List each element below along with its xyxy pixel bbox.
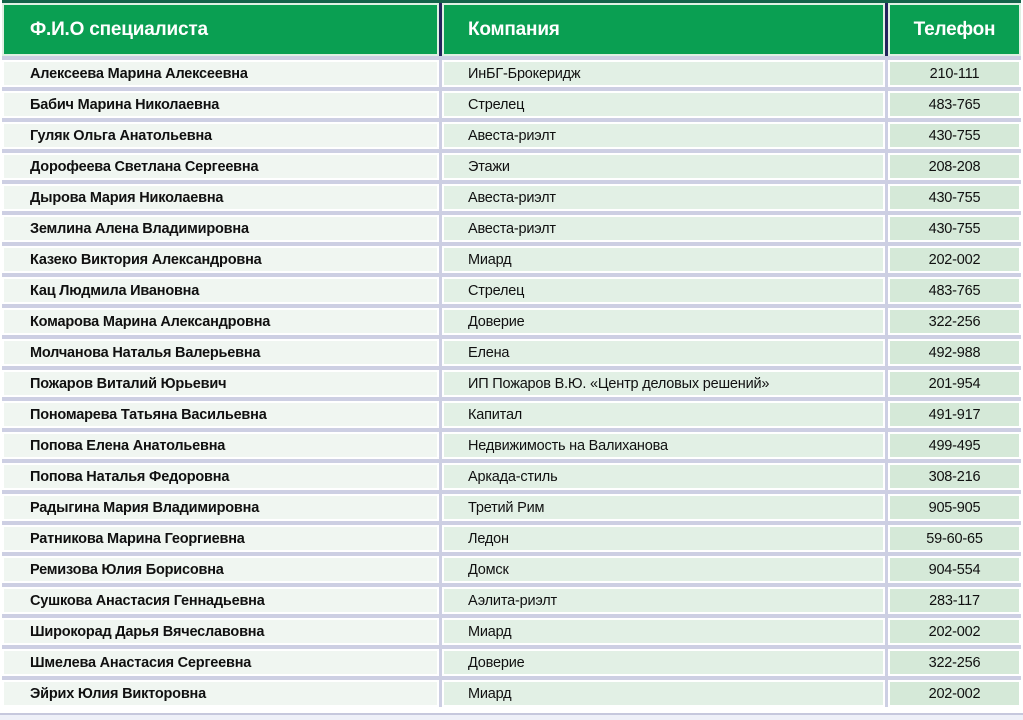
specialist-name-cell: Комарова Марина Александровна [2,308,439,335]
phone-cell: 904-554 [888,556,1021,583]
specialist-name-cell: Землина Алена Владимировна [2,215,439,242]
company-cell: ИнБГ-Брокеридж [442,60,885,87]
phone-cell: 483-765 [888,91,1021,118]
phone-cell: 322-256 [888,649,1021,676]
phone-cell: 283-117 [888,587,1021,614]
table-header-row [2,3,1021,56]
company-cell: Домск [442,556,885,583]
table-row [2,91,1021,118]
company-cell: Аркада-стиль [442,463,885,490]
phone-cell: 491-917 [888,401,1021,428]
specialist-name-cell: Радыгина Мария Владимировна [2,494,439,521]
table-row [2,215,1021,242]
column-header-phone: Телефон [888,3,1021,56]
table-row [2,153,1021,180]
phone-cell: 308-216 [888,463,1021,490]
company-cell: Миард [442,680,885,707]
specialist-name-cell: Казеко Виктория Александровна [2,246,439,273]
company-cell: Ледон [442,525,885,552]
table-row [2,339,1021,366]
table-row [2,432,1021,459]
phone-cell: 499-495 [888,432,1021,459]
phone-cell: 202-002 [888,246,1021,273]
table-row [2,246,1021,273]
phone-cell: 59-60-65 [888,525,1021,552]
specialist-name-cell: Пожаров Виталий Юрьевич [2,370,439,397]
specialist-name-cell: Сушкова Анастасия Геннадьевна [2,587,439,614]
table-row [2,494,1021,521]
specialist-name-cell: Молчанова Наталья Валерьевна [2,339,439,366]
specialist-name-cell: Дорофеева Светлана Сергеевна [2,153,439,180]
column-header-specialist-name: Ф.И.О специалиста [2,3,439,56]
phone-cell: 430-755 [888,215,1021,242]
table-row [2,308,1021,335]
table-row [2,122,1021,149]
specialist-name-cell: Кац Людмила Ивановна [2,277,439,304]
column-header-company: Компания [442,3,885,56]
phone-cell: 430-755 [888,122,1021,149]
specialist-name-cell: Эйрих Юлия Викторовна [2,680,439,707]
company-cell: Елена [442,339,885,366]
company-cell: Авеста-риэлт [442,184,885,211]
company-cell: Стрелец [442,91,885,118]
table-body [2,56,1021,707]
specialist-name-cell: Ремизова Юлия Борисовна [2,556,439,583]
company-cell: Аэлита-риэлт [442,587,885,614]
company-cell: ИП Пожаров В.Ю. «Центр деловых решений» [442,370,885,397]
table-row [2,618,1021,645]
phone-cell: 483-765 [888,277,1021,304]
company-cell: Миард [442,246,885,273]
table-row [2,184,1021,211]
phone-cell: 492-988 [888,339,1021,366]
specialist-name-cell: Алексеева Марина Алексеевна [2,60,439,87]
table-row [2,649,1021,676]
company-cell: Третий Рим [442,494,885,521]
company-cell: Авеста-риэлт [442,215,885,242]
table-row [2,370,1021,397]
table-row [2,556,1021,583]
phone-cell: 208-208 [888,153,1021,180]
specialist-name-cell: Гуляк Ольга Анатольевна [2,122,439,149]
table-row [2,680,1021,707]
phone-cell: 322-256 [888,308,1021,335]
table-row [2,60,1021,87]
specialist-name-cell: Дырова Мария Николаевна [2,184,439,211]
phone-cell: 210-111 [888,60,1021,87]
table-row [2,463,1021,490]
phone-cell: 905-905 [888,494,1021,521]
company-cell: Недвижимость на Валиханова [442,432,885,459]
phone-cell: 201-954 [888,370,1021,397]
specialist-name-cell: Ратникова Марина Георгиевна [2,525,439,552]
phone-cell: 202-002 [888,680,1021,707]
table-row [2,401,1021,428]
phone-cell: 430-755 [888,184,1021,211]
company-cell: Этажи [442,153,885,180]
specialist-name-cell: Попова Елена Анатольевна [2,432,439,459]
table-row [2,525,1021,552]
company-cell: Доверие [442,649,885,676]
company-cell: Доверие [442,308,885,335]
specialist-name-cell: Бабич Марина Николаевна [2,91,439,118]
company-cell: Авеста-риэлт [442,122,885,149]
specialist-name-cell: Шмелева Анастасия Сергеевна [2,649,439,676]
company-cell: Миард [442,618,885,645]
bottom-margin [0,715,1023,720]
phone-cell: 202-002 [888,618,1021,645]
specialist-name-cell: Пономарева Татьяна Васильевна [2,401,439,428]
table-row [2,277,1021,304]
table-row [2,587,1021,614]
specialist-name-cell: Попова Наталья Федоровна [2,463,439,490]
specialist-name-cell: Широкорад Дарья Вячеславовна [2,618,439,645]
company-cell: Стрелец [442,277,885,304]
company-cell: Капитал [442,401,885,428]
